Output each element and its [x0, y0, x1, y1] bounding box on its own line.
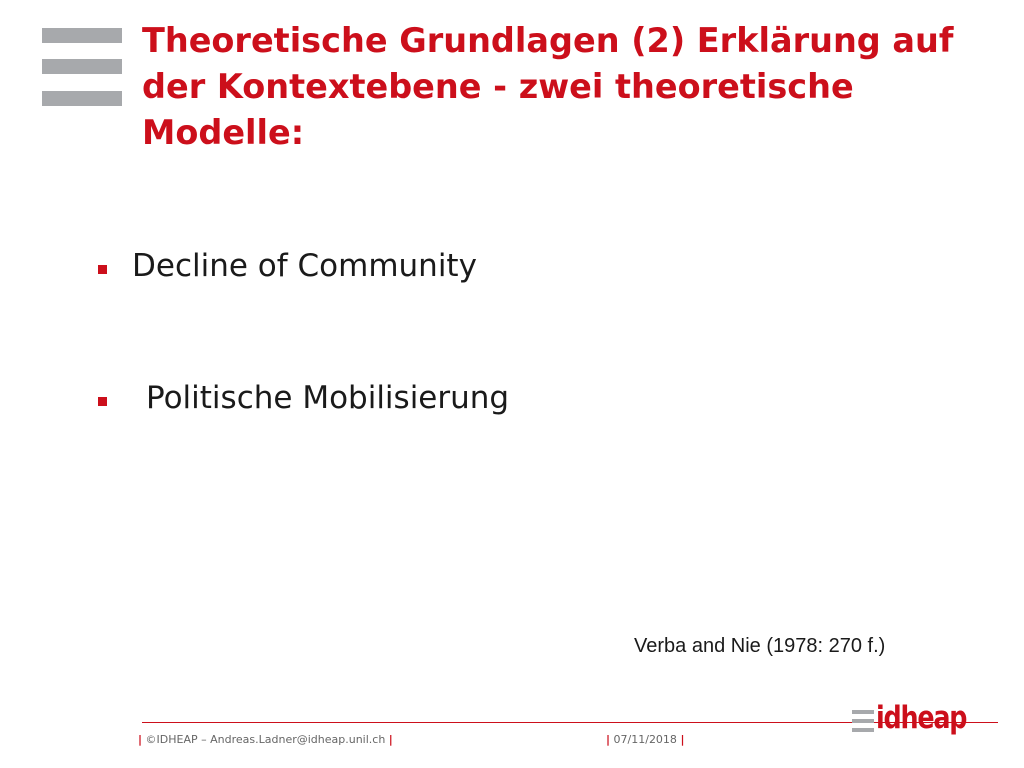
logo-wordmark: idheap — [876, 700, 967, 736]
hamburger-menu-icon — [42, 28, 122, 106]
footer-date-text: 07/11/2018 — [613, 733, 677, 746]
citation: Verba and Nie (1978: 270 f.) — [634, 635, 886, 657]
bullet-text: Decline of Community — [132, 248, 477, 284]
square-bullet-icon — [98, 397, 107, 406]
slide-title: Theoretische Grundlagen (2) Erklärung auf der Kontextebene - zwei theoretische Modelle: — [142, 21, 954, 152]
idheap-logo — [852, 702, 976, 742]
footer-copyright: | ©IDHEAP – Andreas.Ladner@idheap.unil.ch | — [138, 733, 393, 746]
logo-bars-icon — [852, 710, 874, 732]
bullet-text: Politische Mobilisierung — [146, 380, 510, 416]
footer-date: | 07/11/2018 | — [606, 733, 685, 746]
square-bullet-icon — [98, 265, 107, 274]
footer-copyright-text: ©IDHEAP – Andreas.Ladner@idheap.unil.ch — [145, 733, 386, 746]
